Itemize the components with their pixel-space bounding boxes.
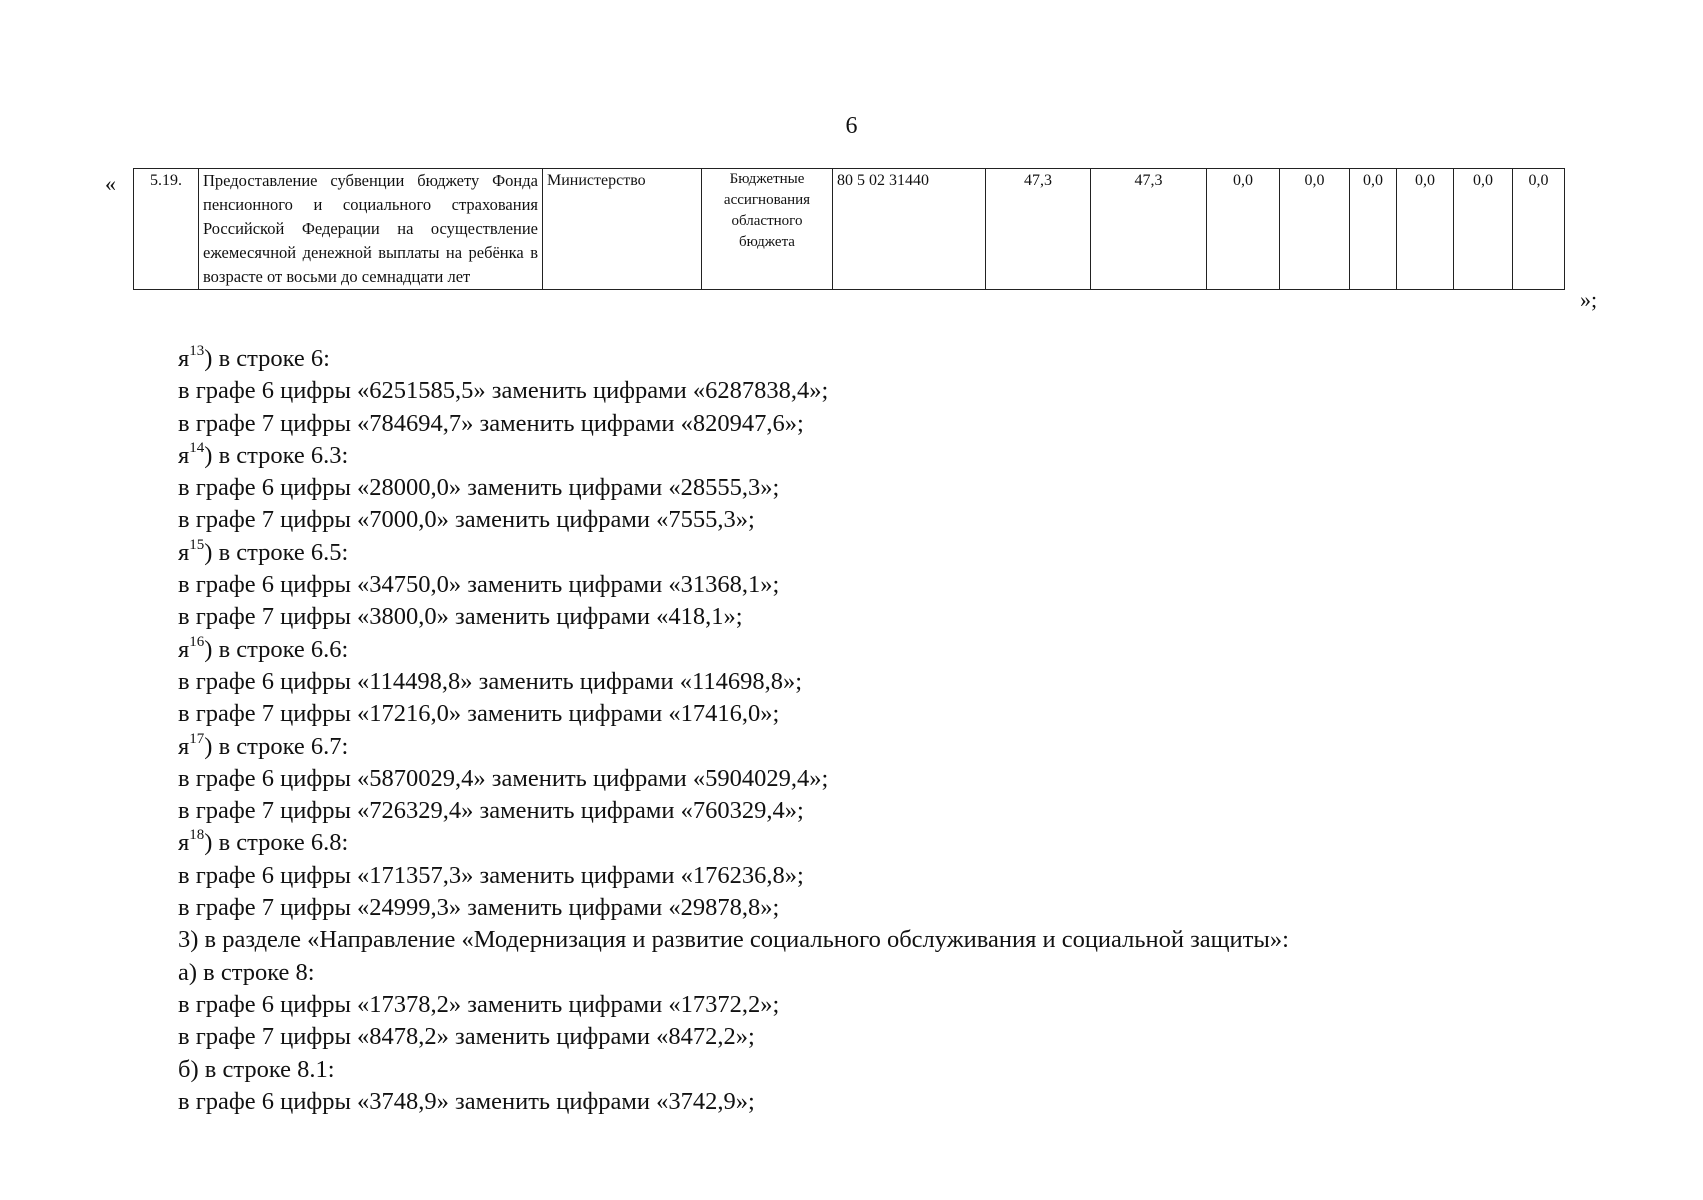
closing-quote: »; [1580, 287, 1598, 312]
amendment-line [178, 1054, 1289, 1086]
amendment-line [178, 504, 1289, 536]
amendment-line [178, 892, 1289, 924]
amendment-text: в графе 7 цифры «726329,4» заменить цифрами «760329,4»; [178, 797, 804, 825]
amendment-line [178, 731, 1289, 763]
row-name-cell: Предоставление субвенции бюджету Фонда пенсионного и социального страхования Российской Федерации на осуществление ежемесячной денежной выплаты на ребёнка в возрасте от восьми до семнадцати лет [199, 169, 543, 290]
amendment-line [178, 989, 1289, 1021]
amendment-line [178, 472, 1289, 504]
amendment-text: б) в строке 8.1: [178, 1055, 335, 1083]
amendment-line [178, 408, 1289, 440]
amendment-text: 3) в разделе «Направление «Модернизация и развитие социального обслуживания и социальной защиты»: [178, 926, 1289, 954]
row-budget-code-cell: 80 5 02 31440 [833, 169, 986, 290]
amendment-line [178, 440, 1289, 472]
amendment-text: я [178, 441, 190, 469]
row-value-cell: 0,0 [1280, 169, 1350, 290]
amendment-line [178, 1086, 1289, 1118]
amendment-line [178, 601, 1289, 633]
amendment-line [178, 860, 1289, 892]
amendment-list [178, 343, 1289, 1118]
amendment-text: в графе 6 цифры «28000,0» заменить цифрами «28555,3»; [178, 474, 780, 502]
amendment-line [178, 634, 1289, 666]
amendment-superscript: 18 [189, 827, 205, 844]
amendment-text: в графе 6 цифры «114498,8» заменить цифрами «114698,8»; [178, 667, 803, 695]
amendment-line [178, 924, 1289, 956]
amendment-text: в графе 7 цифры «8478,2» заменить цифрами «8472,2»; [178, 1023, 755, 1051]
amendment-text: в графе 6 цифры «5870029,4» заменить цифрами «5904029,4»; [178, 764, 829, 792]
amendment-text: в графе 6 цифры «17378,2» заменить цифрами «17372,2»; [178, 990, 780, 1018]
row-funding-source-cell: Бюджетные ассигнования областного бюджета [702, 169, 833, 290]
amendment-superscript: 17 [189, 730, 205, 747]
amendment-text: а) в строке 8: [178, 958, 315, 986]
row-value-cell: 0,0 [1350, 169, 1397, 290]
amendment-line [178, 957, 1289, 989]
amendment-text: в графе 7 цифры «784694,7» заменить цифрами «820947,6»; [178, 409, 804, 437]
amendment-text-tail: ) в строке 6.6: [204, 635, 349, 663]
table-row [134, 169, 1565, 290]
amendment-line [178, 343, 1289, 375]
row-value-cell: 47,3 [986, 169, 1091, 290]
amendment-text-tail: ) в строке 6.3: [204, 441, 349, 469]
amendment-line [178, 537, 1289, 569]
row-number-cell: 5.19. [134, 169, 199, 290]
amendment-text-tail: ) в строке 6.8: [204, 829, 349, 857]
amendment-text: в графе 7 цифры «7000,0» заменить цифрами «7555,3»; [178, 506, 755, 534]
inserted-table-row [133, 168, 1565, 290]
amendment-line [178, 827, 1289, 859]
row-value-cell: 0,0 [1454, 169, 1513, 290]
amendment-line [178, 1021, 1289, 1053]
amendment-text: в графе 6 цифры «6251585,5» заменить цифрами «6287838,4»; [178, 377, 829, 405]
row-value-cell: 0,0 [1207, 169, 1280, 290]
amendment-text: я [178, 829, 190, 857]
amendment-line [178, 666, 1289, 698]
row-value-cell: 0,0 [1397, 169, 1454, 290]
amendment-superscript: 14 [189, 439, 205, 456]
amendment-text: я [178, 538, 190, 566]
amendment-superscript: 15 [189, 536, 205, 553]
amendment-line [178, 569, 1289, 601]
amendment-text: в графе 7 цифры «17216,0» заменить цифрами «17416,0»; [178, 700, 780, 728]
amendment-text-tail: ) в строке 6.5: [204, 538, 349, 566]
row-value-cell: 47,3 [1091, 169, 1207, 290]
amendment-line [178, 795, 1289, 827]
amendment-superscript: 13 [189, 343, 205, 359]
amendment-text: в графе 6 цифры «3748,9» заменить цифрами «3742,9»; [178, 1087, 755, 1115]
opening-quote: « [105, 171, 116, 196]
amendment-line [178, 698, 1289, 730]
page-number: 6 [845, 113, 858, 139]
amendment-text: я [178, 635, 190, 663]
amendment-text: в графе 7 цифры «3800,0» заменить цифрами «418,1»; [178, 603, 743, 631]
amendment-line [178, 763, 1289, 795]
amendment-text-tail: ) в строке 6.7: [204, 732, 349, 760]
amendment-text: я [178, 345, 190, 372]
amendment-line [178, 375, 1289, 407]
amendment-text: в графе 6 цифры «171357,3» заменить цифрами «176236,8»; [178, 861, 804, 889]
amendment-text: в графе 7 цифры «24999,3» заменить цифрами «29878,8»; [178, 894, 780, 922]
amendment-text-tail: ) в строке 6: [204, 345, 330, 372]
amendment-text: я [178, 732, 190, 760]
amendment-text: в графе 6 цифры «34750,0» заменить цифрами «31368,1»; [178, 571, 780, 599]
row-executor-cell: Министерство [543, 169, 702, 290]
amendment-superscript: 16 [189, 633, 205, 650]
row-value-cell: 0,0 [1513, 169, 1565, 290]
